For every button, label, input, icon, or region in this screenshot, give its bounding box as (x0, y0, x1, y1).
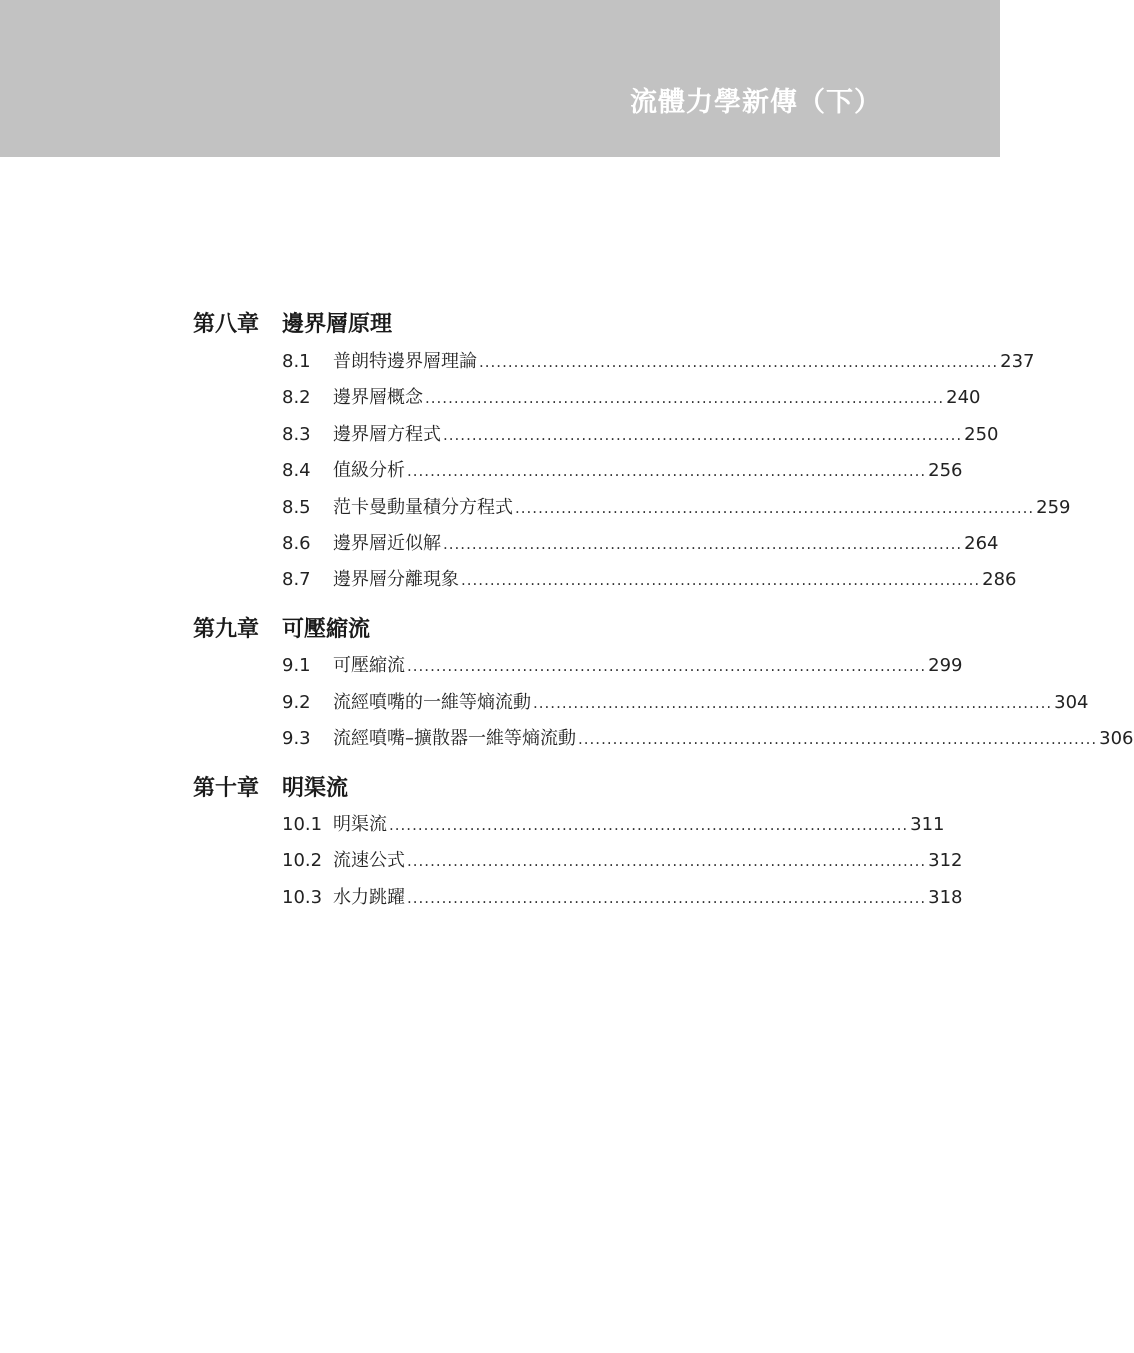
section-title: 流經噴嘴的一維等熵流動 (333, 692, 531, 713)
book-title: 流體力學新傳（下） (630, 87, 882, 118)
section-title: 流速公式 (333, 850, 405, 871)
section-title: 邊界層方程式 (333, 424, 441, 445)
page-number: 256 (928, 460, 963, 481)
section-title: 流經噴嘴–擴散器一維等熵流動 (333, 728, 576, 749)
dot-leader: .......................................................................................... (533, 694, 1053, 712)
chapter-label: 第八章 (193, 311, 260, 337)
chapter-title: 可壓縮流 (282, 616, 371, 642)
dot-leader: .......................................................................................... (578, 730, 1098, 748)
section-number: 9.3 (282, 728, 311, 749)
dot-leader: .......................................................................................... (389, 816, 909, 834)
page-number: 306 (1099, 728, 1134, 749)
toc-entry[interactable] (282, 456, 963, 484)
chapter-heading (193, 309, 392, 339)
section-title: 范卡曼動量積分方程式 (333, 497, 513, 518)
section-number: 8.1 (282, 351, 311, 372)
chapter-label: 第十章 (193, 775, 260, 801)
section-title: 邊界層近似解 (333, 533, 441, 554)
dot-leader: .......................................................................................... (407, 889, 927, 907)
page-number: 237 (1000, 351, 1035, 372)
toc-entry[interactable] (282, 688, 1089, 716)
section-number: 8.6 (282, 533, 311, 554)
toc-entry[interactable] (282, 420, 999, 448)
toc-entry[interactable] (282, 846, 963, 874)
toc-entry[interactable] (282, 565, 1017, 593)
section-number: 8.2 (282, 387, 311, 408)
toc-entry[interactable] (282, 883, 963, 911)
section-title: 明渠流 (333, 814, 387, 835)
toc-entry[interactable] (282, 810, 945, 838)
page-number: 250 (964, 424, 999, 445)
page-number: 259 (1036, 497, 1071, 518)
page-number: 318 (928, 887, 963, 908)
section-number: 8.4 (282, 460, 311, 481)
page-number: 264 (964, 533, 999, 554)
dot-leader: .......................................................................................... (515, 499, 1035, 517)
chapter-heading (193, 614, 370, 644)
section-title: 邊界層概念 (333, 387, 423, 408)
section-number: 8.5 (282, 497, 311, 518)
section-number: 9.2 (282, 692, 311, 713)
dot-leader: .......................................................................................... (425, 389, 945, 407)
dot-leader: .......................................................................................... (461, 571, 981, 589)
dot-leader: .......................................................................................... (479, 353, 999, 371)
toc-entry[interactable] (282, 651, 963, 679)
chapter-title: 明渠流 (282, 775, 349, 801)
page-number: 304 (1054, 692, 1089, 713)
section-number: 8.7 (282, 569, 311, 590)
dot-leader: .......................................................................................... (443, 535, 963, 553)
page-number: 286 (982, 569, 1017, 590)
dot-leader: .......................................................................................... (443, 426, 963, 444)
dot-leader: .......................................................................................... (407, 462, 927, 480)
chapter-heading (193, 773, 348, 803)
toc-entry[interactable] (282, 383, 981, 411)
section-title: 邊界層分離現象 (333, 569, 459, 590)
header-band (0, 0, 1000, 157)
page-number: 299 (928, 655, 963, 676)
chapter-label: 第九章 (193, 616, 260, 642)
dot-leader: .......................................................................................... (407, 657, 927, 675)
section-number: 10.3 (282, 887, 323, 908)
toc-entry[interactable] (282, 529, 999, 557)
toc-entry[interactable] (282, 724, 1134, 752)
toc-entry[interactable] (282, 493, 1071, 521)
section-title: 可壓縮流 (333, 655, 405, 676)
section-title: 值級分析 (333, 460, 405, 481)
section-title: 普朗特邊界層理論 (333, 351, 477, 372)
section-number: 8.3 (282, 424, 311, 445)
page-number: 312 (928, 850, 963, 871)
dot-leader: .......................................................................................... (407, 852, 927, 870)
toc-entry[interactable] (282, 347, 1035, 375)
section-number: 10.1 (282, 814, 323, 835)
page-number: 240 (946, 387, 981, 408)
section-title: 水力跳躍 (333, 887, 405, 908)
chapter-title: 邊界層原理 (282, 311, 393, 337)
section-number: 9.1 (282, 655, 311, 676)
section-number: 10.2 (282, 850, 323, 871)
page-number: 311 (910, 814, 945, 835)
